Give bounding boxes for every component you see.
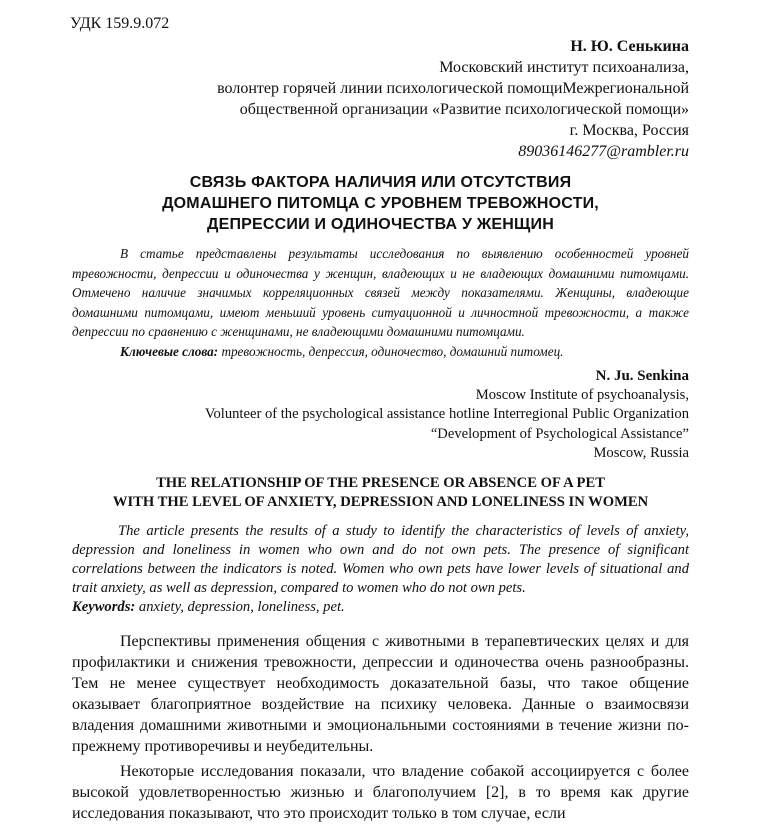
author-name-ru: Н. Ю. Сенькина xyxy=(570,38,689,55)
affiliation-line: Московский институт психоанализа, xyxy=(439,59,689,76)
article-page xyxy=(72,14,689,824)
abstract-ru: В статье представлены результаты исследования по выявлению особенностей уровней тревожности, депрессии и одиночества у женщин, владеющих и не владеющих домашними питомцами. Отмечено наличие значимых корреляционных связей между показателями. Женщины, владеющие домашними питомцами, имеют меньший уровень ситуационной и личностной тревожности, а также депрессии по сравнению с женщинами, не владеющими домашними питомцами. xyxy=(72,246,689,339)
affiliation-line: “Development of Psychological Assistance” xyxy=(430,425,689,442)
keywords-text: тревожность, депрессия, одиночество, домашний питомец. xyxy=(221,343,564,359)
affiliation-line: общественной организации «Развитие психологической помощи» xyxy=(239,101,689,118)
affiliation-line: г. Москва, Россия xyxy=(569,122,689,139)
author-email[interactable]: 89036146277@rambler.ru xyxy=(518,143,689,160)
title-line: ДОМАШНЕГО ПИТОМЦА С УРОВНЕМ ТРЕВОЖНОСТИ, xyxy=(162,195,599,212)
title-line: ДЕПРЕССИИ И ОДИНОЧЕСТВА У ЖЕНЩИН xyxy=(207,216,554,233)
author-block-ru xyxy=(72,36,689,162)
affiliation-line: волонтер горячей линии психологической помощиМежрегиональной xyxy=(217,80,689,97)
title-line: WITH THE LEVEL OF ANXIETY, DEPRESSION AND LONELINESS IN WOMEN xyxy=(112,494,649,510)
title-line: THE RELATIONSHIP OF THE PRESENCE OR ABSENCE OF A PET xyxy=(156,474,605,491)
author-name-en: N. Ju. Senkina xyxy=(595,367,689,384)
article-title-en xyxy=(72,474,689,513)
article-title-ru xyxy=(72,172,689,235)
udk-code: УДК 159.9.072 xyxy=(70,15,170,32)
body-paragraph: Некоторые исследования показали, что владение собакой ассоциируется с более высокой удовлетворенностью жизнью и благополучием [2], в то время как другие исследования показывают, что это происходит только в том случае, если xyxy=(72,762,689,822)
author-block-en xyxy=(72,367,689,464)
keywords-label: Ключевые слова: xyxy=(120,343,219,359)
keywords-en xyxy=(72,598,689,617)
keywords-label: Keywords: xyxy=(72,598,136,615)
affiliation-line: Moscow, Russia xyxy=(593,445,689,461)
keywords-ru xyxy=(72,342,689,361)
body-paragraph: Перспективы применения общения с животными в терапевтических целях и для профилактики и снижения тревожности, депрессии и одиночества очень разнообразны. Тем не менее существует необходимость доказательной базы, что такое общение оказывает благоприятное воздействие на психику человека. Данные о взаимосвязи владения домашними животными и эмоциональными состояниями в течение жизни по-прежнему противоречивы и неубедительны. xyxy=(72,632,689,755)
abstract-en: The article presents the results of a study to identify the characteristics of levels of anxiety, depression and loneliness in women who own and do not own pets. The presence of significant correlations between the indicators is noted. Women who own pets have lower levels of situational and trait anxiety, as well as depression, compared to women who do not own pets. xyxy=(72,522,689,596)
title-line: СВЯЗЬ ФАКТОРА НАЛИЧИЯ ИЛИ ОТСУТСТВИЯ xyxy=(189,174,572,191)
affiliation-line: Volunteer of the psychological assistance hotline Interregional Public Organization xyxy=(204,406,689,422)
keywords-text: anxiety, depression, loneliness, pet. xyxy=(138,598,345,615)
affiliation-line: Moscow Institute of psychoanalysis, xyxy=(475,386,689,403)
